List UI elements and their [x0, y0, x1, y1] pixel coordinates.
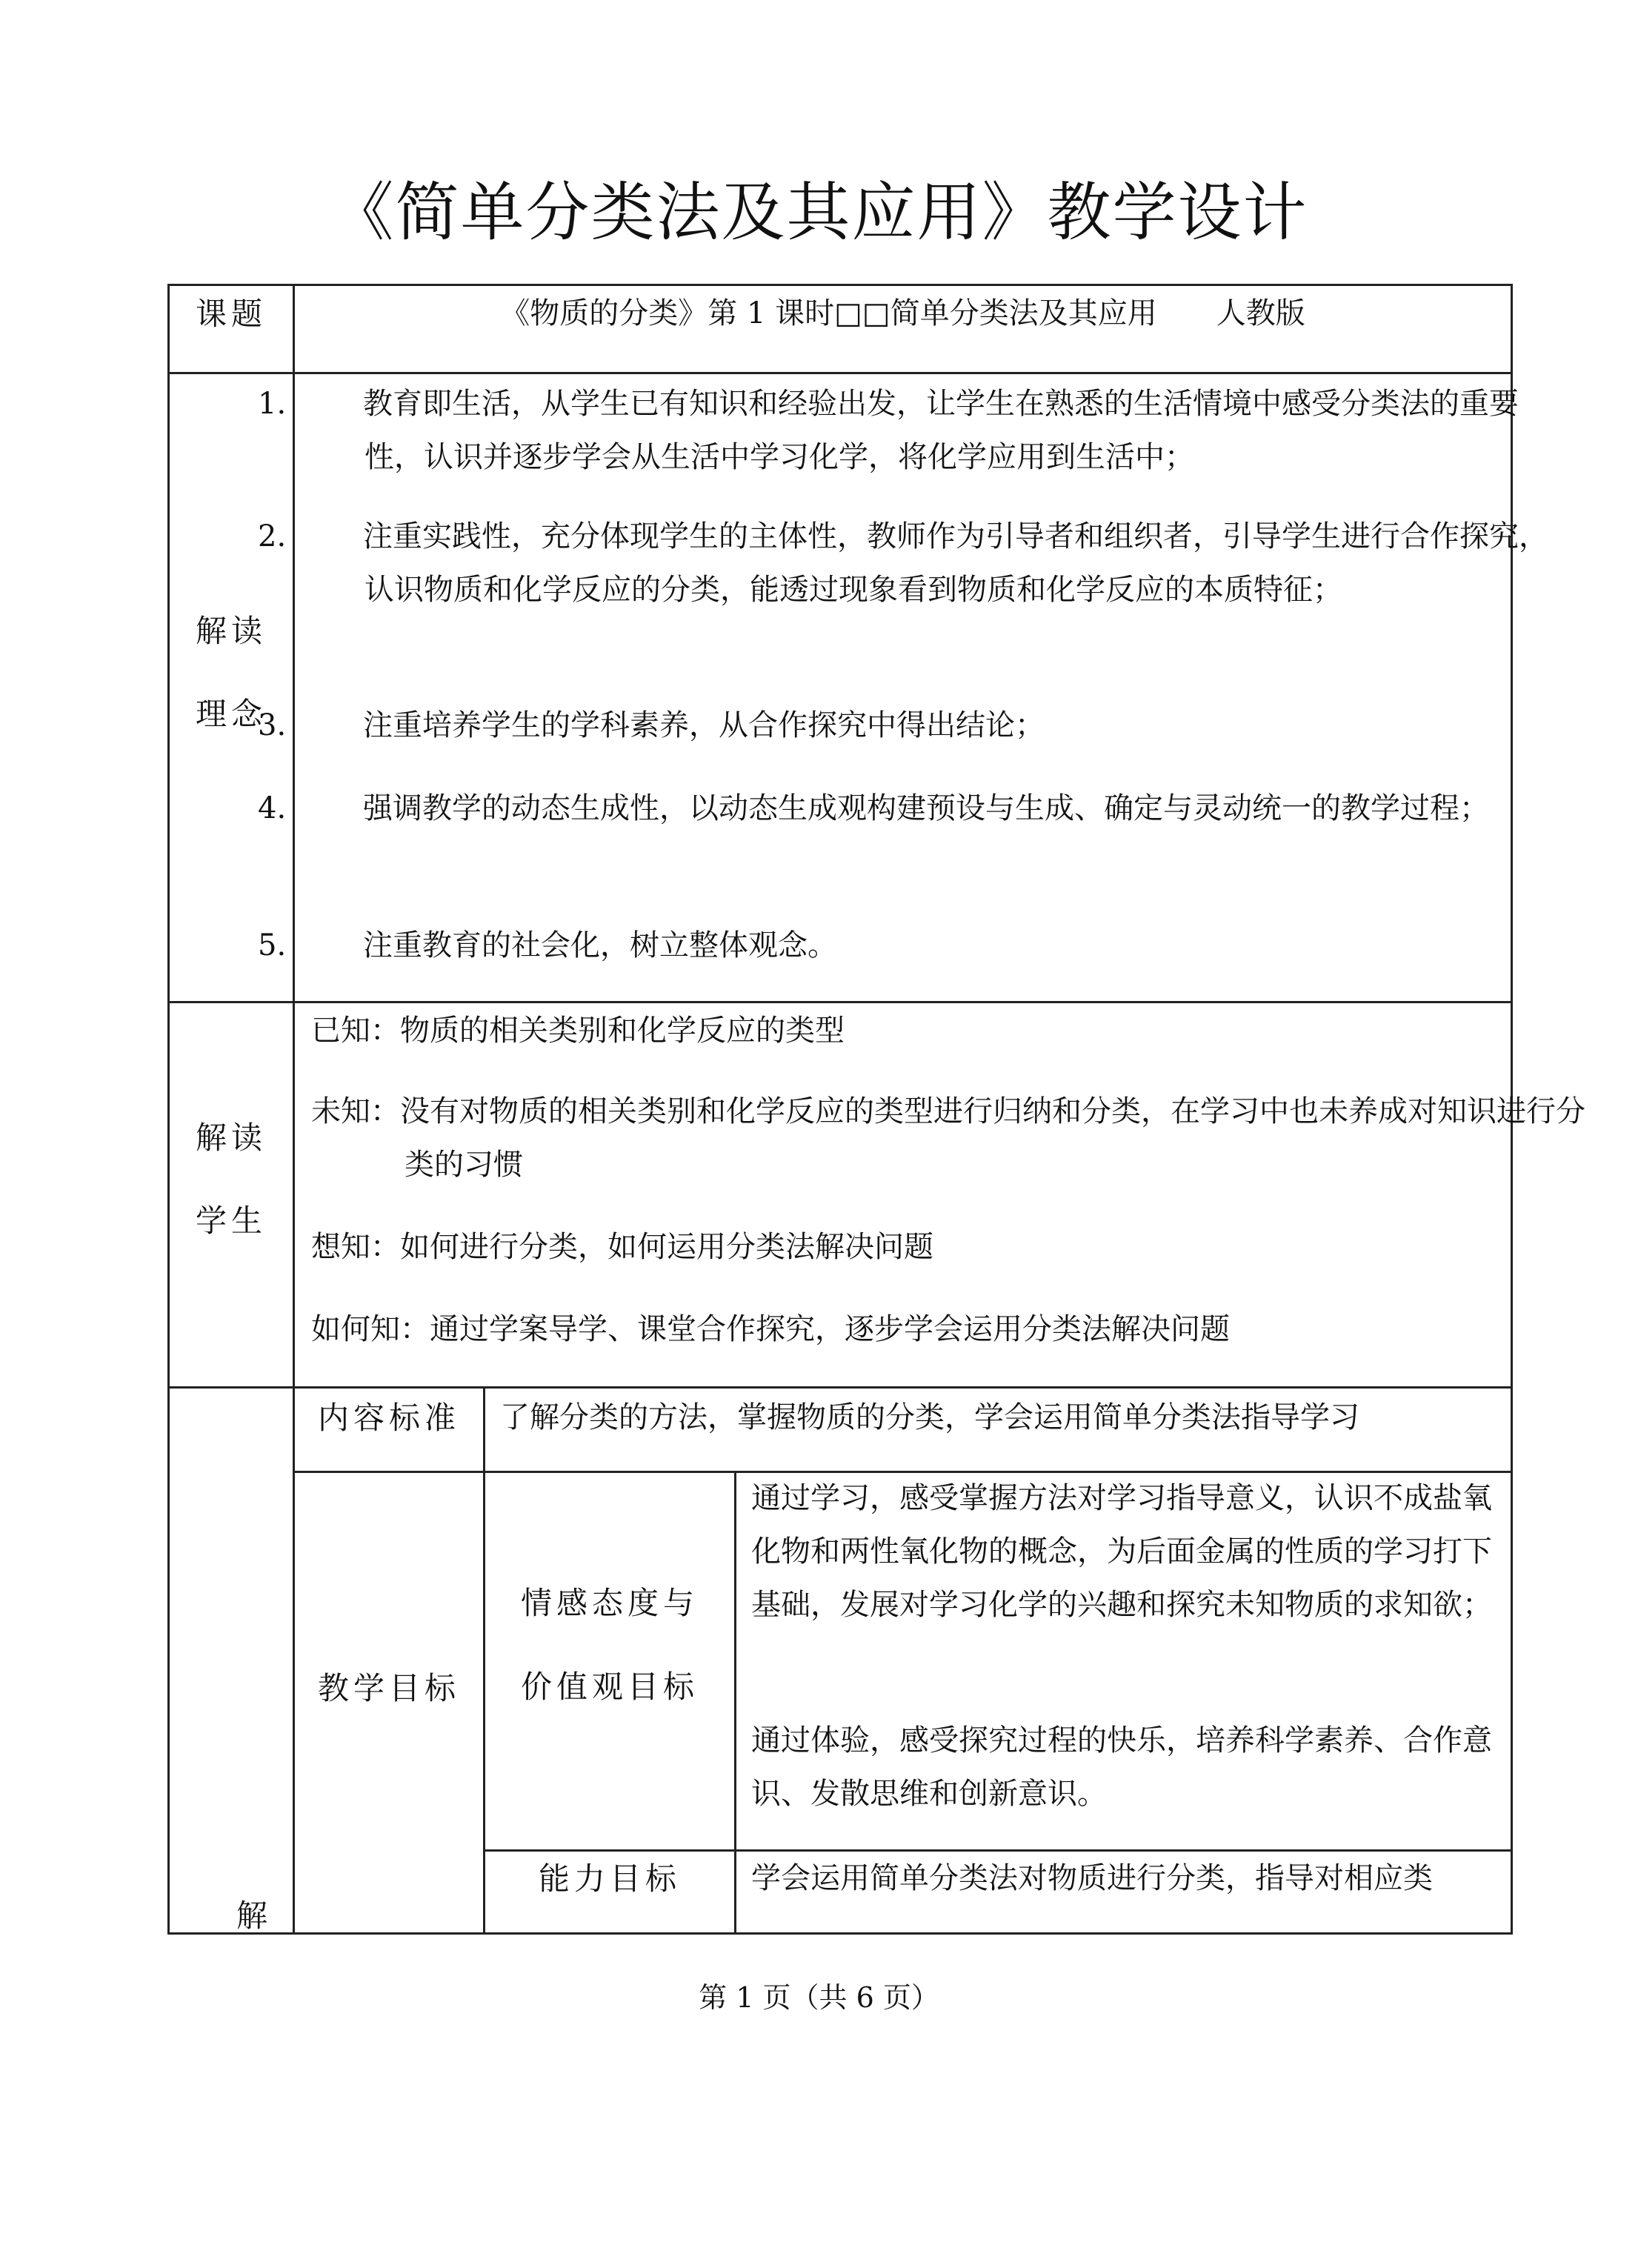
- row-separator-topic: [167, 372, 1513, 374]
- ability-goal-text: 学会运用简单分类法对物质进行分类，指导对相应类: [751, 1861, 1433, 1895]
- document-title: 《简单分类法及其应用》教学设计: [330, 176, 1308, 250]
- concept-label-line2: 理念: [195, 696, 267, 732]
- concept-item-2-num: 2.: [258, 519, 287, 553]
- emotion-goal-label-line2: 价值观目标: [520, 1669, 699, 1705]
- concept-item-5-num: 5.: [258, 928, 287, 962]
- students-how: [311, 1303, 1511, 1356]
- row-separator-concept: [167, 1001, 1513, 1003]
- concept-item-4-num: 4.: [258, 791, 287, 825]
- concept-item-2-text: 注重实践性，充分体现学生的主体性，教师作为引导者和组织者，引导学生进行合作探究，认识物质和化学反应的分类，能透过现象看到物质和化学反应的本质特征；: [363, 519, 1548, 607]
- concept-item-1-num: 1.: [258, 387, 287, 421]
- concept-item-4-text: 强调教学的动态生成性，以动态生成观构建预设与生成、确定与灵动统一的教学过程；: [363, 791, 1489, 825]
- emotion-goal-label-line1: 情感态度与: [520, 1585, 699, 1621]
- students-unknown: [311, 1085, 1590, 1191]
- students-unknown-value: 没有对物质的相关类别和化学反应的类型进行归纳和分类，在学习中也未养成对知识进行分类的习惯: [400, 1094, 1585, 1182]
- teaching-goals-label: 教学目标: [317, 1670, 460, 1706]
- table-bottom-border: [167, 1932, 1513, 1935]
- concept-item-5-text: 注重教育的社会化，树立整体观念。: [363, 928, 837, 962]
- content-standard-label: 内容标准: [317, 1400, 460, 1436]
- concept-item-1: [258, 377, 1565, 484]
- concept-item-2: [258, 510, 1565, 616]
- students-want: [311, 1220, 1511, 1274]
- goals-column-separator-2: [734, 1471, 736, 1935]
- content-standard-text: 了解分类的方法，掌握物质的分类，学会运用简单分类法指导学习: [500, 1400, 1359, 1434]
- table-top-border: [167, 284, 1513, 286]
- topic-label: 课题: [195, 296, 267, 332]
- concept-item-3-num: 3.: [258, 708, 287, 742]
- ability-goal-label: 能力目标: [538, 1860, 681, 1897]
- topic-content: 《物质的分类》第 1 课时□□简单分类法及其应用 人教版: [500, 296, 1305, 330]
- students-unknown-key: 未知：: [311, 1094, 400, 1128]
- row-separator-students: [167, 1386, 1513, 1389]
- students-known-key: 已知：: [311, 1014, 400, 1048]
- students-want-value: 如何进行分类，如何运用分类法解决问题: [400, 1230, 933, 1264]
- goals-side-label: 解: [236, 1898, 267, 1932]
- concept-item-5: [258, 919, 1565, 972]
- students-how-value: 通过学案导学、课堂合作探究，逐步学会运用分类法解决问题: [430, 1312, 1230, 1346]
- students-want-key: 想知：: [311, 1230, 400, 1264]
- concept-item-3: [258, 699, 1565, 752]
- goals-column-separator-1: [483, 1386, 485, 1935]
- concept-label-line1: 解读: [195, 613, 267, 649]
- students-known-value: 物质的相关类别和化学反应的类型: [400, 1014, 845, 1048]
- page-footer: 第 1 页（共 6 页）: [699, 1981, 939, 2014]
- emotion-goal-text-2: 通过体验，感受探究过程的快乐，培养科学素养、合作意识、发散思维和创新意识。: [751, 1723, 1492, 1811]
- emotion-goal-text-1: 通过学习，感受掌握方法对学习指导意义，认识不成盐氧化物和两性氧化物的概念，为后面金属的性质的学习打下基础，发展对学习化学的兴趣和探究未知物质的求知欲；: [751, 1481, 1492, 1622]
- concept-item-1-text: 教育即生活，从学生已有知识和经验出发，让学生在熟悉的生活情境中感受分类法的重要性，认识并逐步学会从生活中学习化学，将化学应用到生活中；: [363, 387, 1519, 474]
- concept-item-3-text: 注重培养学生的学科素养，从合作探究中得出结论；: [363, 708, 1045, 742]
- goals-separator-ability: [483, 1849, 1513, 1852]
- students-label-line1: 解读: [195, 1120, 267, 1156]
- concept-item-4: [258, 782, 1565, 835]
- students-known: [311, 1004, 1511, 1057]
- students-label-line2: 学生: [195, 1203, 267, 1239]
- table-left-border: [167, 284, 170, 1935]
- students-how-key: 如何知：: [311, 1312, 430, 1346]
